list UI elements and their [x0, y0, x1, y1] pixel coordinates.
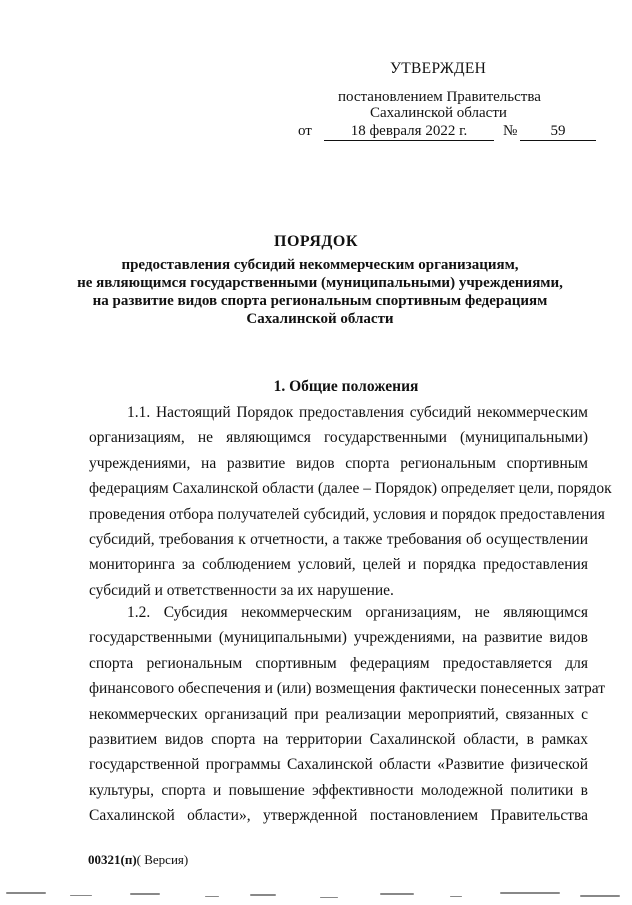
- resolution-date: 18 февраля 2022 г.: [324, 122, 494, 141]
- paragraph-line: некоммерческих организаций при реализации мероприятий, связанных с: [89, 705, 588, 723]
- subtitle-line: Сахалинской области: [246, 311, 394, 327]
- paragraph-line: мониторинга за соблюдением условий, целей и порядка предоставления: [89, 556, 588, 574]
- paragraph-line: субсидий и ответственности за их нарушение.: [89, 581, 394, 599]
- paragraph-line: организациям, не являющимся государственными (муниципальными): [89, 429, 588, 447]
- subtitle-line: предоставления субсидий некоммерческим организациям,: [121, 257, 519, 273]
- paragraph-line: 1.2. Субсидия некоммерческим организациям, не являющимся: [127, 604, 588, 621]
- resolution-line-2: Сахалинской области: [370, 105, 507, 121]
- paragraph-1-1: [89, 400, 612, 603]
- paragraph-line: развитием видов спорта на территории Сахалинской области, в рамках: [89, 730, 588, 748]
- section-heading: 1. Общие положения: [273, 378, 419, 395]
- subtitle-line: не являющимся государственными (муниципальными) учреждениями,: [77, 275, 563, 291]
- paragraph-line: финансового обеспечения и (или) возмещения фактически понесенных затрат: [89, 680, 605, 698]
- document-code: 00321(п): [88, 852, 137, 867]
- approval-stamp-title: УТВЕРЖДЕН: [390, 60, 487, 77]
- resolution-number: 59: [520, 122, 596, 141]
- paragraph-1-2: [89, 600, 605, 829]
- from-label: от: [298, 123, 312, 139]
- paragraph-line: учреждениями, на развитие видов спорта региональным спортивным: [89, 454, 588, 472]
- paragraph-line: проведения отбора получателей субсидий, условия и порядок предоставления: [89, 505, 605, 523]
- resolution-line-1: постановлением Правительства: [338, 89, 541, 105]
- document-footer-code: [88, 852, 188, 868]
- paragraph-line: государственными (муниципальными) учреждениями, на развитие видов: [89, 629, 588, 647]
- paragraph-line: субсидий, требования к отчетности, а также требования об осуществлении: [89, 530, 588, 548]
- paragraph-line: спорта региональным спортивным федерациям предоставляется для: [89, 654, 588, 672]
- number-label: №: [503, 123, 518, 139]
- document-version: ( Версия): [136, 852, 189, 867]
- paragraph-line: культуры, спорта и повышение эффективности молодежной политики в: [89, 781, 588, 799]
- resolution-date-row: [298, 122, 598, 142]
- paragraph-line: Сахалинской области», утвержденной постановлением Правительства: [89, 807, 588, 825]
- paragraph-line: 1.1. Настоящий Порядок предоставления субсидий некоммерческим: [127, 404, 588, 421]
- document-title: ПОРЯДОК: [274, 233, 358, 250]
- paragraph-line: федерациям Сахалинской области (далее – Порядок) определяет цели, порядок: [89, 480, 612, 498]
- document-subtitle: [40, 256, 600, 328]
- paragraph-line: государственной программы Сахалинской области «Развитие физической: [89, 756, 588, 774]
- scan-noise: [0, 888, 632, 905]
- subtitle-line: на развитие видов спорта региональным спортивным федерациям: [92, 293, 548, 309]
